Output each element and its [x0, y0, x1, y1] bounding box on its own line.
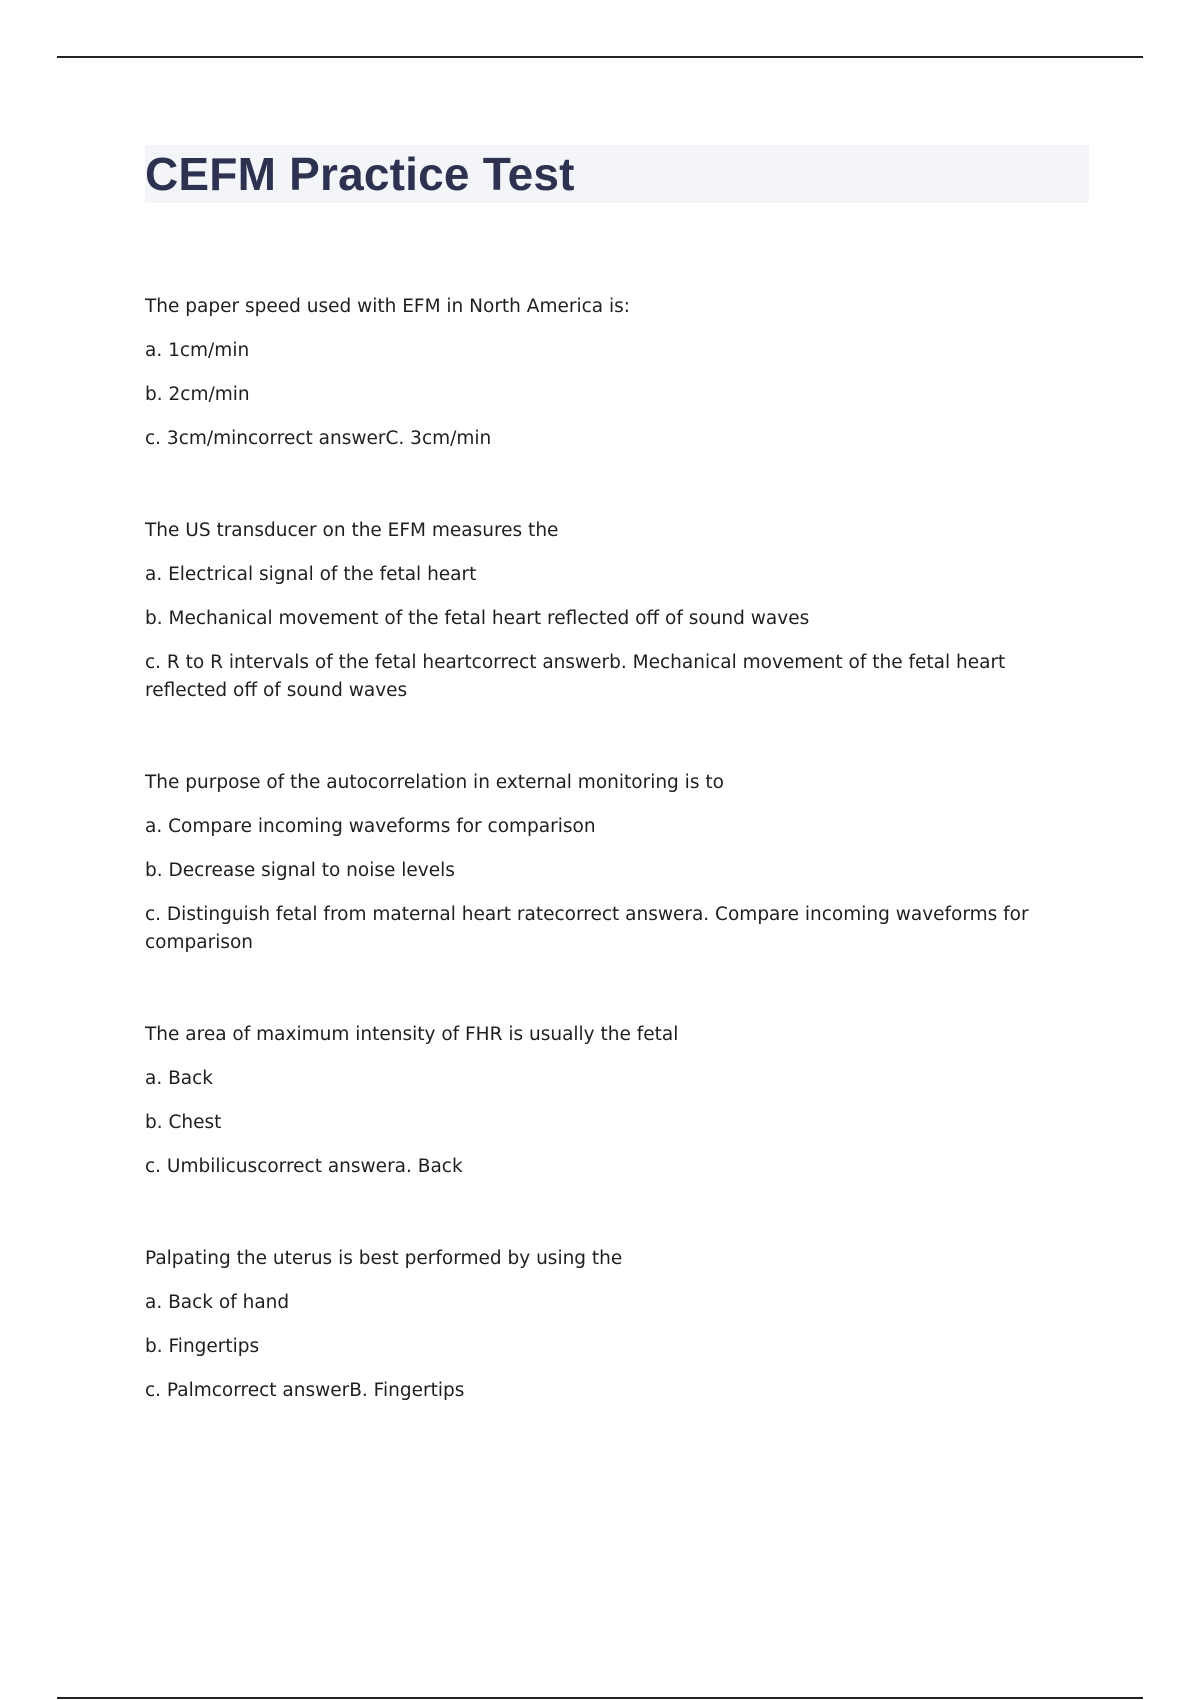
answer-option-a: a. 1cm/min — [145, 340, 250, 361]
answer-option-c: c. 3cm/mincorrect answerC. 3cm/min — [145, 428, 492, 449]
bottom-rule — [57, 1697, 1143, 1699]
title-band — [145, 145, 1089, 203]
page-title: CEFM Practice Test — [145, 148, 575, 200]
answer-option-c: c. Umbilicuscorrect answera. Back — [145, 1156, 463, 1177]
answer-option-b: b. Chest — [145, 1112, 222, 1133]
question-4 — [145, 1021, 1085, 1181]
question-2 — [145, 517, 1085, 705]
answer-option-c: c. Palmcorrect answerB. Fingertips — [145, 1380, 465, 1401]
answer-option-c: c. Distinguish fetal from maternal heart ratecorrect answera. Compare incoming waveforms for comparison — [145, 904, 1029, 953]
question-5 — [145, 1245, 1085, 1405]
question-text: The paper speed used with EFM in North America is: — [145, 296, 630, 317]
answer-option-b: b. Mechanical movement of the fetal heart reflected off of sound waves — [145, 608, 810, 629]
question-text: Palpating the uterus is best performed by using the — [145, 1248, 623, 1269]
question-text: The area of maximum intensity of FHR is usually the fetal — [145, 1024, 679, 1045]
answer-option-a: a. Back of hand — [145, 1292, 290, 1313]
answer-option-b: b. 2cm/min — [145, 384, 250, 405]
question-text: The purpose of the autocorrelation in external monitoring is to — [145, 772, 724, 793]
answer-option-b: b. Fingertips — [145, 1336, 260, 1357]
answer-option-a: a. Electrical signal of the fetal heart — [145, 564, 477, 585]
answer-option-a: a. Compare incoming waveforms for comparison — [145, 816, 596, 837]
question-3 — [145, 769, 1085, 957]
top-rule — [57, 56, 1143, 58]
question-text: The US transducer on the EFM measures the — [145, 520, 559, 541]
question-1 — [145, 293, 1085, 453]
question-list — [145, 293, 1085, 1405]
answer-option-b: b. Decrease signal to noise levels — [145, 860, 455, 881]
answer-option-c: c. R to R intervals of the fetal heartcorrect answerb. Mechanical movement of the fetal heart reflected off of sound waves — [145, 652, 1006, 701]
answer-option-a: a. Back — [145, 1068, 214, 1089]
